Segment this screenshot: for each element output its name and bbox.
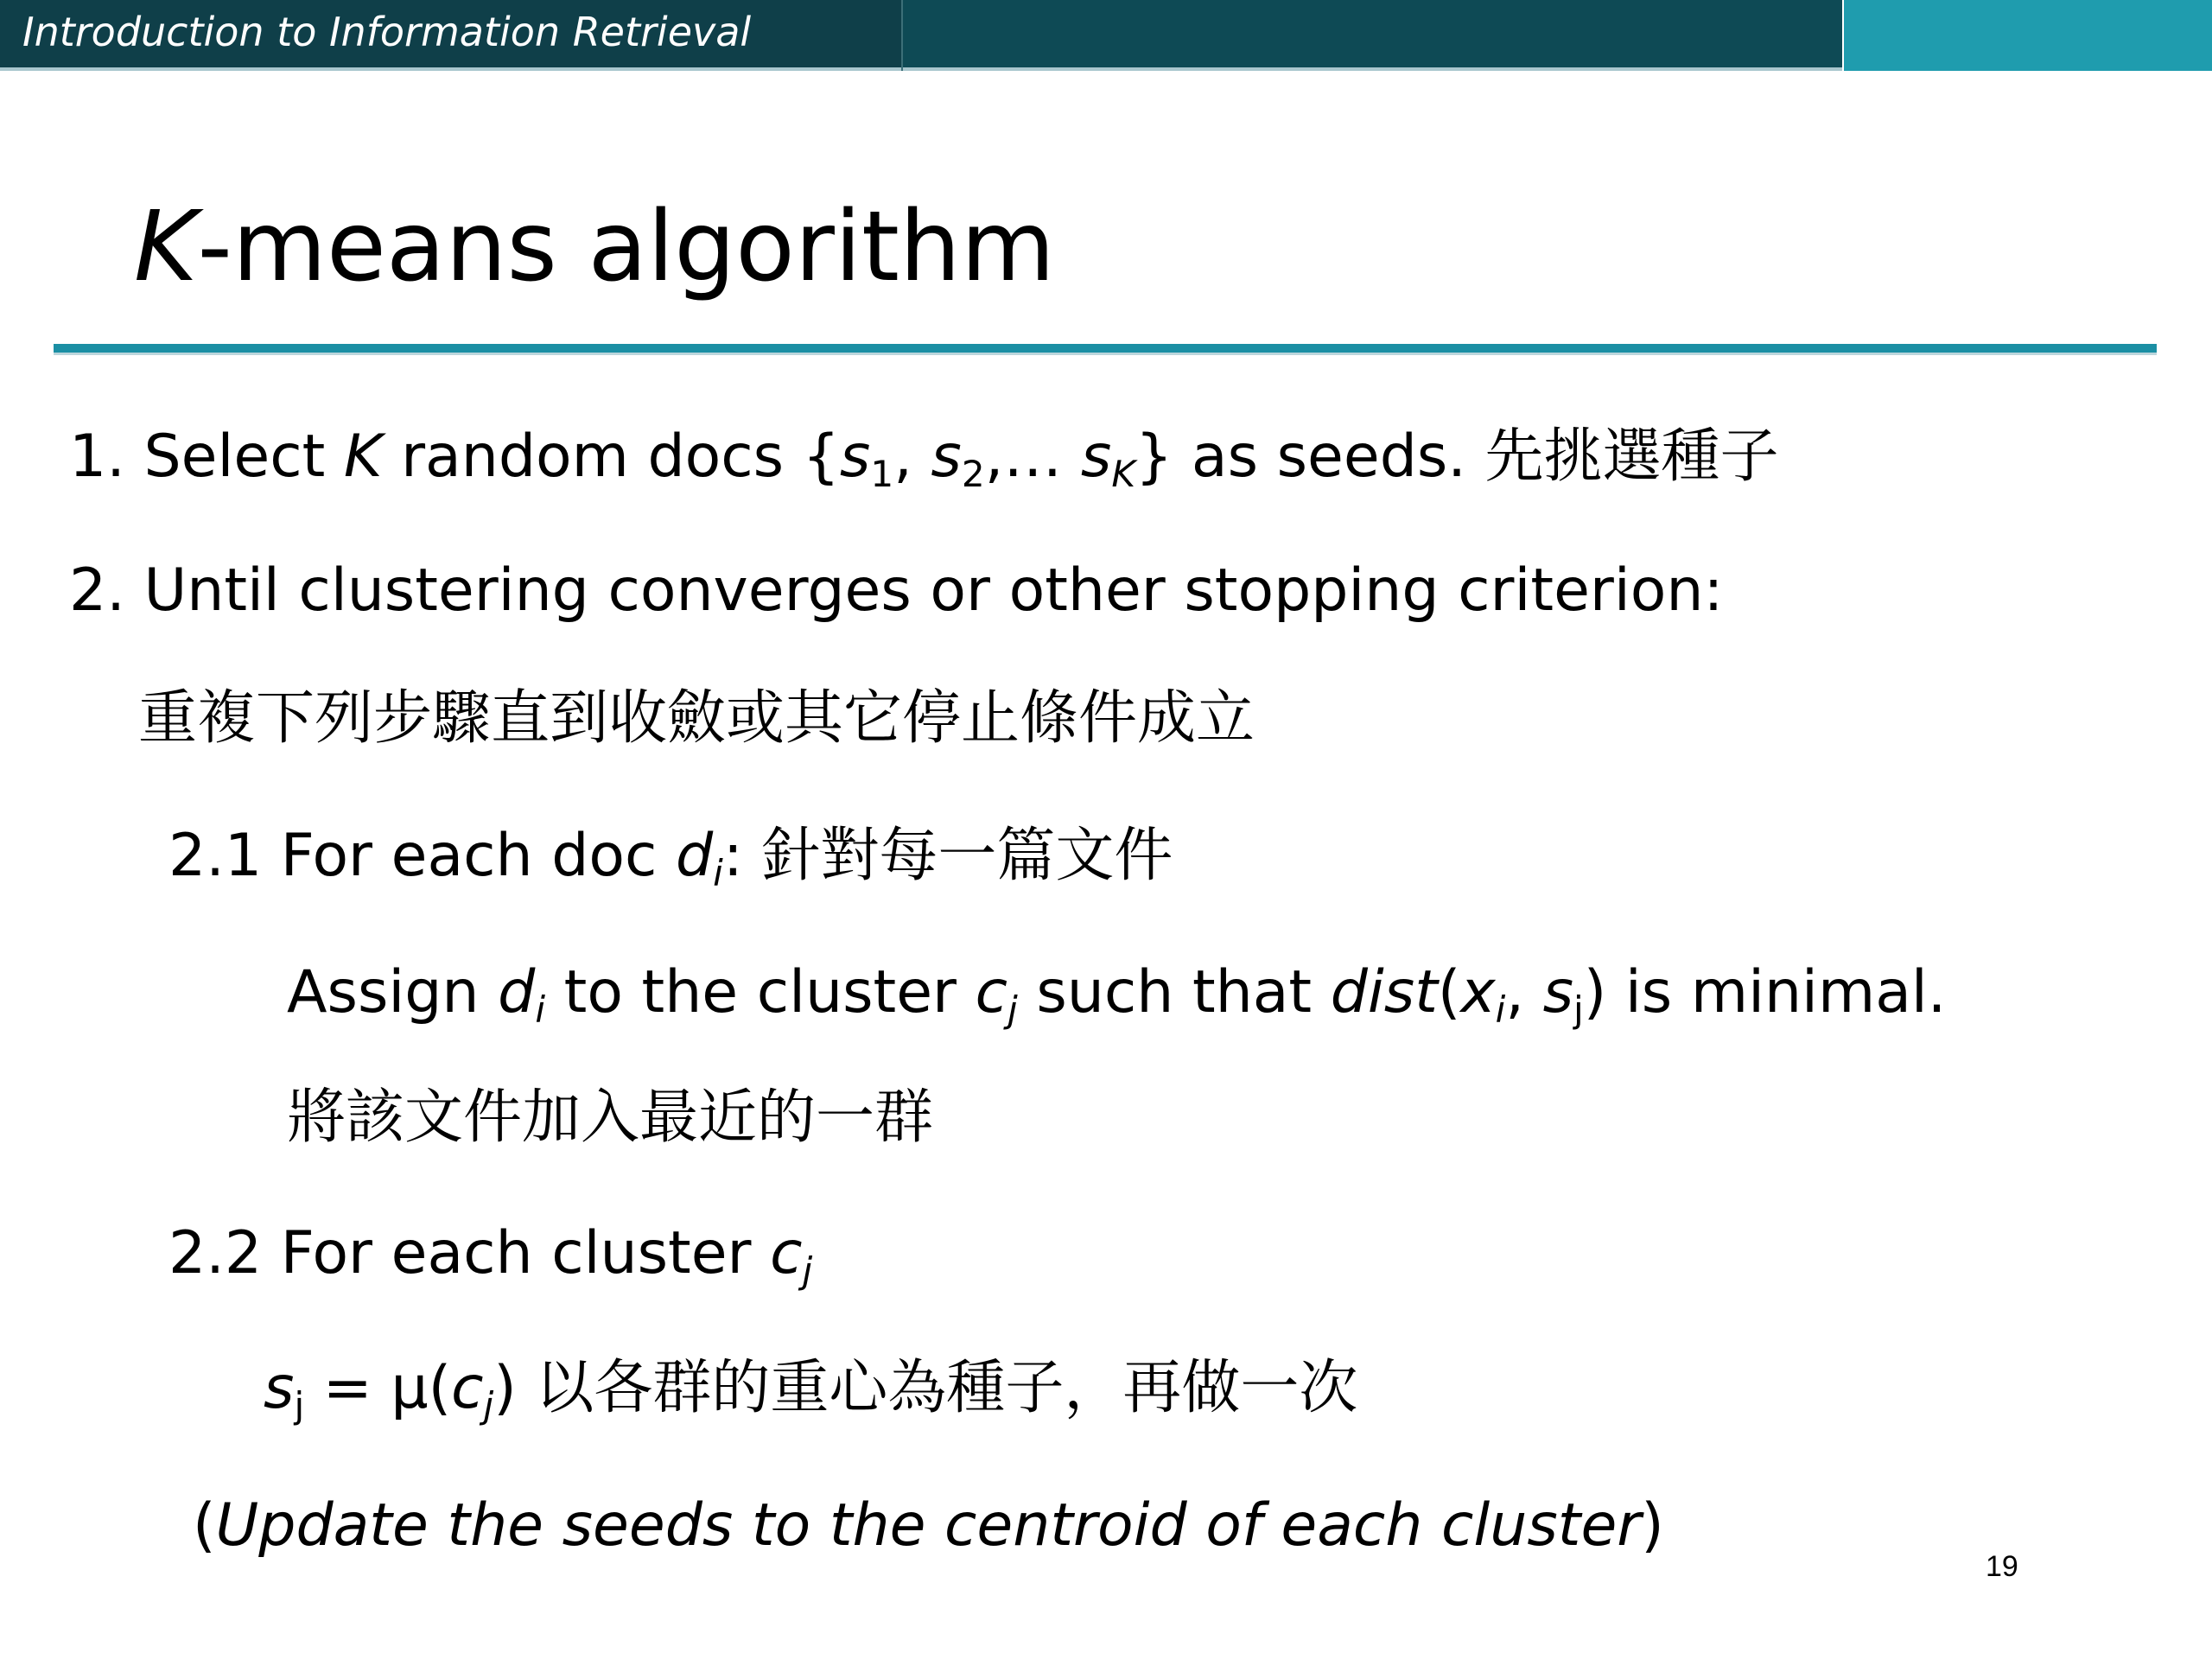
title-rule [54,344,2157,355]
step-2-1-colon: : [722,822,762,890]
assign-d-sub: i [535,988,546,1031]
note-text: Update the seeds to the centroid of each cluster [215,1491,1642,1560]
assign-zh: 將該文件加入最近的一群 [287,1084,934,1152]
assign-open: ( [1437,958,1461,1027]
assign-s-sub: j [1573,988,1584,1031]
header-segment-accent [1844,0,2212,71]
note-close: ) [1641,1491,1664,1560]
slide-title [134,191,1055,303]
seed-s1: s [839,423,871,491]
step-2-2-lead: 2.2 For each cluster [168,1219,771,1287]
header-bar [0,0,2212,71]
update-zh: 以各群的重心為種子，再做一次 [535,1354,1358,1422]
seed-s2-sub: 2 [961,452,985,495]
header-segment-mid [903,0,1842,71]
step-2-zh: 重複下列步驟直到收斂或其它停止條件成立 [138,684,1255,753]
step-1-zh: 先挑選種子 [1484,423,1779,491]
update-line [264,1354,1358,1427]
cluster-c-sub: j [802,1249,813,1292]
assign-x-sub: i [1495,988,1506,1031]
step-1-close: } as seeds. [1135,423,1485,491]
title-variable: K [134,191,198,303]
assign-s: s [1542,958,1574,1027]
step-1-text: random docs { [382,423,840,491]
title-text: -means algorithm [197,191,1055,303]
seed-s2: s [931,423,962,491]
step-2-1-lead: 2.1 For each doc [168,822,676,890]
update-c: c [451,1354,484,1422]
page-number: 19 [1986,1550,2018,1583]
step-1 [69,423,1779,495]
assign-lead: Assign [287,958,499,1027]
step-2-2 [168,1219,813,1292]
update-c-sub: j [483,1383,494,1427]
cluster-c: c [770,1219,803,1287]
seed-sk: s [1080,423,1112,491]
doc-d: d [676,822,714,890]
assign-line [287,958,1947,1031]
update-eq: = μ( [304,1354,452,1422]
assign-mid: to the cluster [545,958,976,1027]
update-note [193,1492,1664,1560]
assign-dist: dist [1330,958,1438,1027]
assign-mid2: such that [1017,958,1331,1027]
assign-c-sub: j [1007,988,1018,1031]
seed-sk-sub: K [1111,452,1136,495]
step-1-k: K [343,423,383,491]
assign-comma: , [1505,958,1543,1027]
assign-end: ) is minimal. [1583,958,1947,1027]
step-2-1 [168,822,1173,894]
assign-d: d [498,958,536,1027]
step-2-1-zh: 針對每一篇文件 [761,822,1173,890]
step-1-lead: 1. Select [69,423,344,491]
update-close: ) [493,1354,536,1422]
header-divider [901,0,903,71]
note-open: ( [193,1491,216,1560]
step-1-sep1: , [893,423,931,491]
assign-c: c [975,958,1008,1027]
update-s: s [264,1354,295,1422]
doc-d-sub: i [713,851,723,894]
step-1-sep2: ,… [984,423,1081,491]
step-2: 2. Until clustering converges or other stopping criterion: [69,556,1724,625]
assign-x: x [1460,958,1496,1027]
update-s-sub: j [294,1383,305,1427]
header-title: Introduction to Information Retrieval [22,9,752,55]
seed-s1-sub: 1 [870,452,894,495]
